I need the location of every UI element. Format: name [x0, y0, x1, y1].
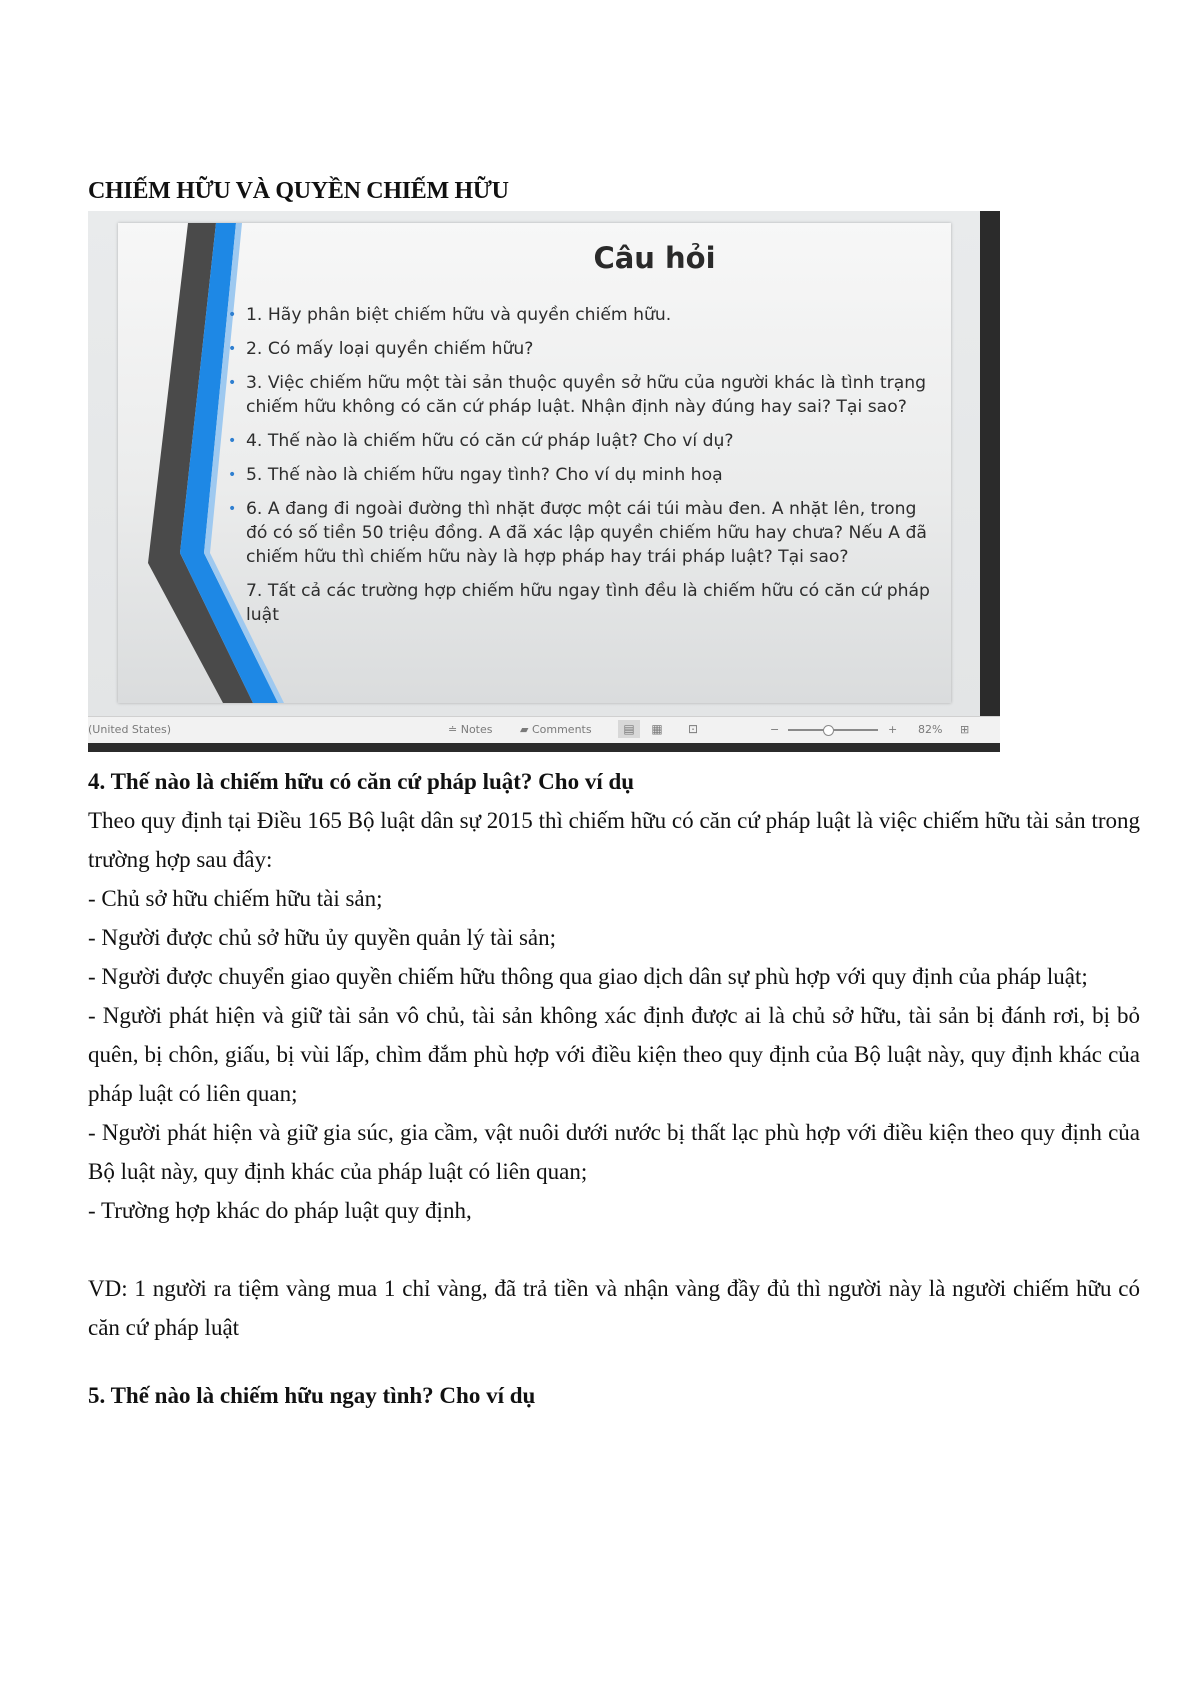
spacer: [88, 1230, 1140, 1269]
paragraph: Theo quy định tại Điều 165 Bộ luật dân sự 2015 thì chiếm hữu có căn cứ pháp luật là việc chiếm hữu tài sản trong trường hợp sau đây:: [88, 808, 1140, 872]
list-item: - Người phát hiện và giữ gia súc, gia cầm, vật nuôi dưới nước bị thất lạc phù hợp với điều kiện theo quy định của Bộ luật này, quy định khác của pháp luật có liên quan;: [88, 1120, 1140, 1184]
zoom-level[interactable]: 82%: [918, 723, 943, 736]
slide-sorter-icon[interactable]: ▦: [651, 722, 663, 736]
zoom-in-icon[interactable]: +: [888, 723, 898, 736]
slide-question: • 1. Hãy phân biệt chiếm hữu và quyền chiếm hữu.: [228, 305, 672, 325]
slide-question-list: [228, 303, 938, 637]
bullet-icon: •: [228, 467, 237, 483]
zoom-slider-handle[interactable]: [823, 725, 834, 736]
list-item: - Chủ sở hữu chiếm hữu tài sản;: [88, 886, 383, 911]
example-paragraph: VD: 1 người ra tiệm vàng mua 1 chỉ vàng, đã trả tiền và nhận vàng đầy đủ thì người này là người chiếm hữu có căn cứ pháp luật: [88, 1276, 1140, 1340]
zoom-out-icon[interactable]: −: [770, 723, 780, 736]
slide-question: • 5. Thế nào là chiếm hữu ngay tình? Cho ví dụ minh hoạ: [228, 465, 723, 485]
list-item: - Người phát hiện và giữ tài sản vô chủ, tài sản không xác định được ai là chủ sở hữu, tài sản bị đánh rơi, bị bỏ quên, bị chôn, giấu, bị vùi lấp, chìm đắm phù hợp với điều kiện theo quy định của Bộ luật này, quy định khác của pháp luật có liên quan;: [88, 1003, 1140, 1106]
bullet-icon: •: [228, 433, 237, 449]
spacer: [88, 1347, 1140, 1376]
section-heading: 4. Thế nào là chiếm hữu có căn cứ pháp luật? Cho ví dụ: [88, 769, 635, 794]
section-heading: 5. Thế nào là chiếm hữu ngay tình? Cho ví dụ: [88, 1383, 536, 1408]
slide-question: • 2. Có mấy loại quyền chiếm hữu?: [228, 339, 534, 359]
presenter-view-icon[interactable]: ⊡: [687, 722, 699, 736]
list-item: - Người được chuyển giao quyền chiếm hữu thông qua giao dịch dân sự phù hợp với quy định của pháp luật;: [88, 964, 1088, 989]
slide-question: • 3. Việc chiếm hữu một tài sản thuộc quyền sở hữu của người khác là tình trạng chiếm hữu không có căn cứ pháp luật. Nhận định này đúng hay sai? Tại sao?: [228, 373, 927, 417]
list-item: - Người được chủ sở hữu ủy quyền quản lý tài sản;: [88, 925, 557, 950]
fit-window-icon[interactable]: ⊞: [960, 723, 970, 736]
bullet-icon: •: [228, 375, 237, 391]
bullet-icon: •: [228, 341, 237, 357]
slide-question: • 6. A đang đi ngoài đường thì nhặt được một cái túi màu đen. A nhặt lên, trong đó có số tiền 50 triệu đồng. A đã xác lập quyền chiếm hữu hay chưa? Nếu A đã chiếm hữu thì chiếm hữu này là hợp pháp hay trái pháp luật? Tại sao?: [228, 499, 927, 567]
bullet-icon: •: [228, 307, 237, 323]
zoom-slider[interactable]: [788, 729, 878, 731]
slide: [118, 223, 951, 703]
document-body: [88, 762, 1140, 1415]
list-item: - Trường hợp khác do pháp luật quy định,: [88, 1198, 472, 1223]
slide-question: 7. Tất cả các trường hợp chiếm hữu ngay tình đều là chiếm hữu có căn cứ pháp luật: [246, 581, 930, 625]
notes-button[interactable]: ≐ Notes: [448, 723, 493, 736]
slide-canvas: [88, 211, 980, 716]
bullet-icon: •: [228, 501, 237, 517]
normal-view-icon[interactable]: ▤: [618, 720, 640, 738]
slide-statusbar: [88, 716, 1000, 743]
language-indicator[interactable]: (United States): [88, 723, 172, 736]
slide-heading: Câu hỏi: [593, 241, 716, 275]
comments-button[interactable]: ▰ Comments: [520, 723, 592, 736]
document-title: CHIẾM HỮU VÀ QUYỀN CHIẾM HỮU: [88, 178, 509, 204]
slide-question: • 4. Thế nào là chiếm hữu có căn cứ pháp luật? Cho ví dụ?: [228, 431, 734, 451]
notes-icon: ≐: [448, 723, 461, 736]
comment-icon: ▰: [520, 723, 532, 736]
slide-screenshot: [88, 211, 1000, 752]
